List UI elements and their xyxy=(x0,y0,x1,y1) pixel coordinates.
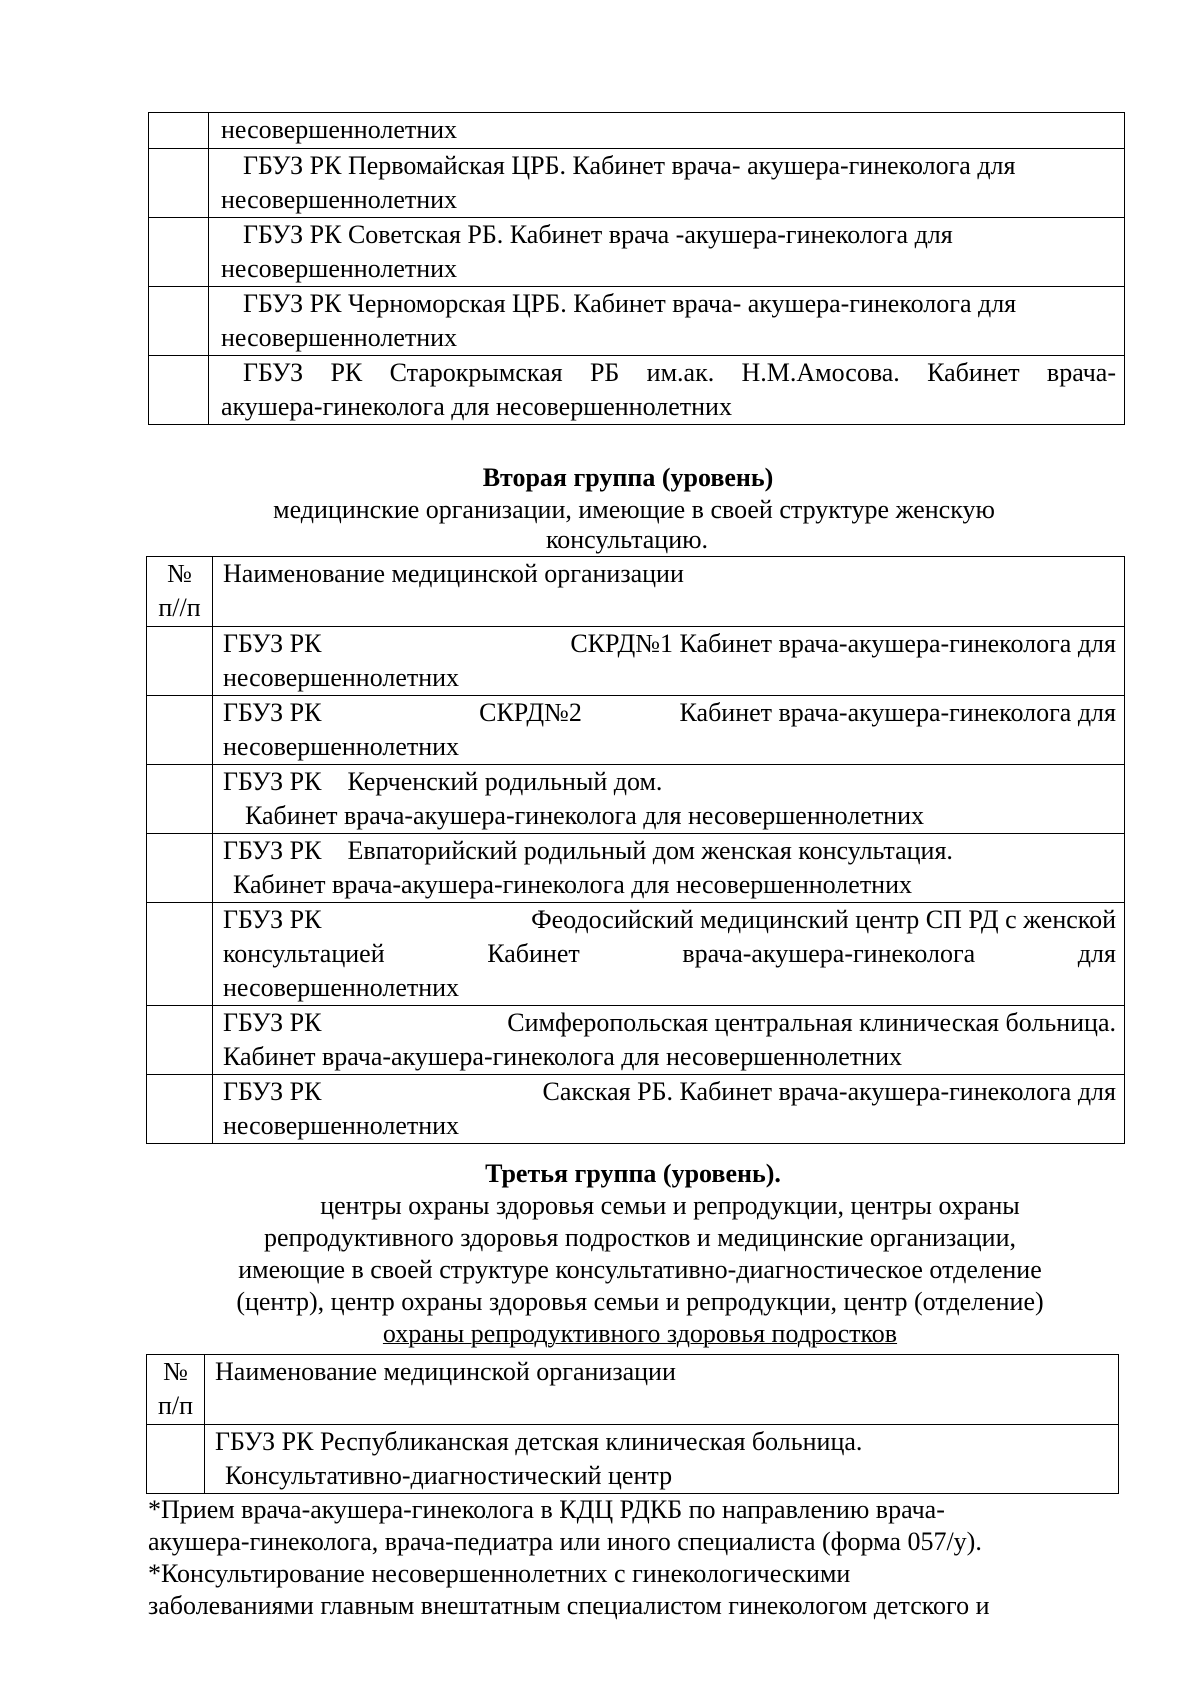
org-name-cell xyxy=(213,834,1125,903)
org-prefix: ГБУЗ РК xyxy=(223,698,322,727)
footnote-line: заболеваниями главным внештатным специалистом гинекологом детского и xyxy=(148,1591,990,1620)
subtitle-line: центры охраны здоровья семьи и репродукции, центры охраны xyxy=(320,1191,1020,1220)
table-second-group xyxy=(146,556,1125,1144)
org-name-cell xyxy=(209,356,1125,425)
org-name-text: СКРД№1 Кабинет врача-акушера-гинеколога для xyxy=(570,629,1116,658)
table-row xyxy=(147,1425,1119,1494)
org-name-cell xyxy=(209,113,1125,149)
header-name-cell: Наименование медицинской организации xyxy=(213,557,1125,627)
org-prefix: ГБУЗ РК xyxy=(223,905,322,934)
row-number-cell xyxy=(147,1425,205,1494)
row-number-cell xyxy=(147,627,213,696)
table-header-row xyxy=(147,1355,1119,1425)
org-name-line: ГБУЗ РК Советская РБ. Кабинет врача -акушера-гинеколога для xyxy=(243,220,953,249)
section-3-subtitle xyxy=(150,1190,1130,1350)
row-number-cell xyxy=(147,834,213,903)
footnote-line: акушера-гинеколога, врача-педиатра или иного специалиста (форма 057/у). xyxy=(148,1527,982,1556)
footnotes xyxy=(148,1494,1128,1622)
section-2-subtitle-line1: медицинские организации, имеющие в своей структуре женскую xyxy=(273,495,995,524)
table-row xyxy=(149,356,1125,425)
section-2-title: Вторая группа (уровень) xyxy=(482,463,774,492)
row-number-cell xyxy=(147,696,213,765)
org-name-cell xyxy=(213,1075,1125,1144)
org-name-text: Кабинет врача-акушера-гинеколога для xyxy=(679,698,1116,727)
org-name-line: несовершеннолетних xyxy=(221,185,458,214)
row-number-cell xyxy=(149,113,209,149)
org-name-line: несовершеннолетних xyxy=(223,663,460,692)
org-name-line: ГБУЗ РК Первомайская ЦРБ. Кабинет врача- акушера-гинеколога для xyxy=(243,151,1016,180)
org-name-text: СКРД№2 xyxy=(479,698,582,727)
org-name-text: Феодосийский медицинский центр СП РД с женской xyxy=(531,905,1116,934)
section-2-subtitle-line2: консультацию. xyxy=(545,525,709,554)
row-number-cell xyxy=(147,1006,213,1075)
table-row xyxy=(149,113,1125,149)
org-name-text: Сакская РБ. Кабинет врача-акушера-гинеколога для xyxy=(542,1077,1116,1106)
table-row xyxy=(147,696,1125,765)
org-name-line: несовершеннолетних xyxy=(223,973,460,1002)
table-row xyxy=(147,627,1125,696)
org-name-line: ГБУЗ РК Евпаторийский родильный дом женская консультация. xyxy=(223,836,953,865)
table-row xyxy=(149,287,1125,356)
org-name-line: ГБУЗ РК Керченский родильный дом. xyxy=(223,767,663,796)
subtitle-line: (центр), центр охраны здоровья семьи и репродукции, центр (отделение) xyxy=(236,1287,1044,1316)
footnote-line: *Консультирование несовершеннолетних с гинекологическими xyxy=(148,1559,851,1588)
org-name-cell xyxy=(209,218,1125,287)
table-first-group-continuation xyxy=(148,112,1125,425)
row-number-cell xyxy=(147,765,213,834)
org-name-text: врача-акушера-гинеколога xyxy=(682,939,976,968)
row-number-cell xyxy=(149,218,209,287)
table-row xyxy=(147,1075,1125,1144)
row-number-cell xyxy=(147,1075,213,1144)
org-name-line: несовершеннолетних xyxy=(221,323,458,352)
org-name-line: Кабинет врача-акушера-гинеколога для несовершеннолетних xyxy=(245,801,925,830)
table-row xyxy=(147,903,1125,1006)
table-row xyxy=(147,1006,1125,1075)
row-number-cell xyxy=(147,903,213,1006)
subtitle-line: охраны репродуктивного здоровья подростков xyxy=(382,1319,898,1348)
footnote-line: *Прием врача-акушера-гинеколога в КДЦ РДКБ по направлению врача- xyxy=(148,1495,945,1524)
subtitle-line: имеющие в своей структуре консультативно-диагностическое отделение xyxy=(238,1255,1042,1284)
header-number-cell: № п//п xyxy=(147,557,213,627)
org-name-cell xyxy=(213,903,1125,1006)
org-name-text: Симферопольская центральная клиническая больница. xyxy=(507,1008,1116,1037)
org-name-line: несовершеннолетних xyxy=(223,1111,460,1140)
org-name-line: Консультативно-диагностический центр xyxy=(225,1461,673,1490)
table-row xyxy=(149,218,1125,287)
org-name-cell xyxy=(205,1425,1119,1494)
section-3-title: Третья группа (уровень). xyxy=(485,1159,781,1188)
org-prefix: ГБУЗ РК xyxy=(223,629,322,658)
org-name-text: консультацией xyxy=(223,939,385,968)
org-name-cell xyxy=(209,149,1125,218)
header-number-cell: № п/п xyxy=(147,1355,205,1425)
table-row xyxy=(147,765,1125,834)
table-row xyxy=(147,834,1125,903)
org-prefix: ГБУЗ РК xyxy=(223,1008,322,1037)
org-name-text: Кабинет xyxy=(487,939,580,968)
org-name-line: несовершеннолетних xyxy=(221,254,458,283)
org-name-cell xyxy=(213,765,1125,834)
org-name-line: ГБУЗ РК Черноморская ЦРБ. Кабинет врача- акушера-гинеколога для xyxy=(243,289,1017,318)
org-name-cell xyxy=(209,287,1125,356)
org-name-text: для xyxy=(1077,939,1116,968)
org-name-cell xyxy=(213,627,1125,696)
table-header-row xyxy=(147,557,1125,627)
org-name-cell xyxy=(213,696,1125,765)
org-prefix: ГБУЗ РК xyxy=(223,1077,322,1106)
row-number-cell xyxy=(149,287,209,356)
row-number-cell xyxy=(149,356,209,425)
org-name-line: Кабинет врача-акушера-гинеколога для несовершеннолетних xyxy=(223,1042,903,1071)
row-number-cell xyxy=(149,149,209,218)
org-name-line: ГБУЗ РК Старокрымская РБ им.ак. Н.М.Амосова. Кабинет врача- xyxy=(243,358,1116,387)
table-row xyxy=(149,149,1125,218)
subtitle-line: репродуктивного здоровья подростков и медицинские организации, xyxy=(263,1223,1017,1252)
org-name-line: акушера-гинеколога для несовершеннолетних xyxy=(221,392,732,421)
org-name-line: Кабинет врача-акушера-гинеколога для несовершеннолетних xyxy=(233,870,913,899)
org-name-line: несовершеннолетних xyxy=(223,732,460,761)
table-third-group xyxy=(146,1354,1119,1494)
header-name-cell: Наименование медицинской организации xyxy=(205,1355,1119,1425)
org-name-line: ГБУЗ РК Республиканская детская клиническая больница. xyxy=(215,1427,863,1456)
org-name-cell xyxy=(213,1006,1125,1075)
org-name-line: несовершеннолетних xyxy=(221,115,458,144)
